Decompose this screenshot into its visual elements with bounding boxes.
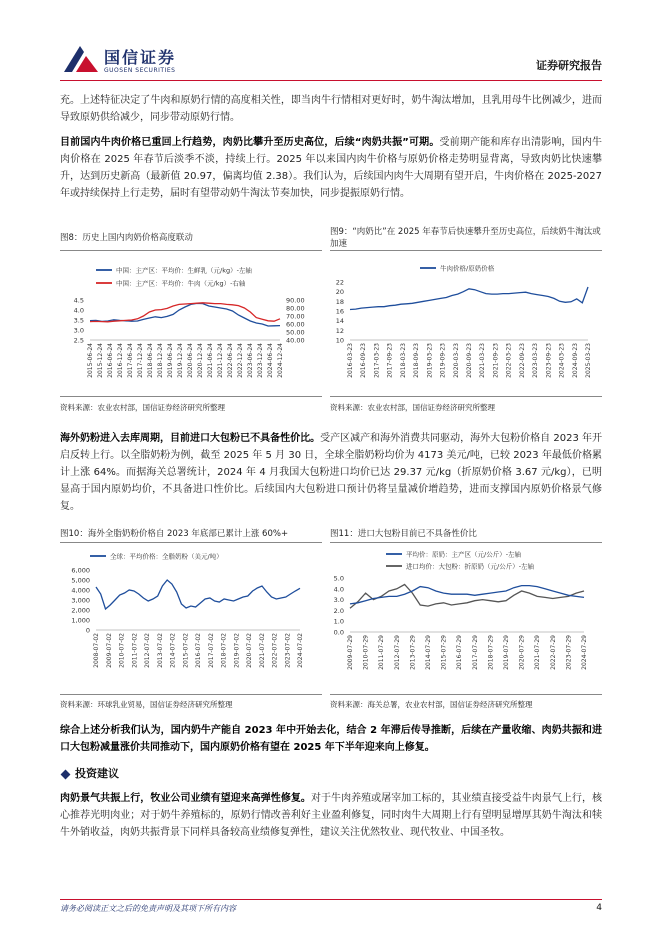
x-tick: 2019-07-29 — [503, 635, 510, 670]
x-tick: 2023-03-23 — [532, 343, 540, 378]
x-tick: 2023-07-02 — [284, 633, 292, 668]
chart-fig11-canvas — [330, 546, 602, 692]
report-type: 证券研究报告 — [536, 59, 602, 72]
paragraph-lead: 海外奶粉进入去库周期，目前进口大包粉已不具备性价比。 — [60, 433, 321, 444]
x-tick: 2018-07-02 — [220, 633, 228, 668]
legend-label: 平均价：原奶：主产区（元/公斤）-左轴 — [406, 550, 522, 559]
y-tick: 22 — [335, 278, 344, 287]
x-tick: 2016-09-23 — [360, 343, 368, 378]
paragraph — [60, 134, 602, 202]
x-tick: 2019-12-24 — [177, 343, 184, 378]
x-tick: 2024-12-24 — [277, 343, 284, 378]
page-number: 4 — [596, 903, 602, 913]
chart-fig9-canvas — [330, 256, 602, 394]
y-tick: 18 — [335, 297, 344, 306]
y-tick: 0 — [85, 626, 90, 635]
y-tick-right: 50.00 — [286, 328, 305, 337]
x-tick: 2018-07-29 — [487, 635, 495, 670]
footer-disclaimer: 请务必阅读正文之后的免责声明及其项下所有内容 — [60, 904, 236, 913]
y-tick-left: 4.5 — [73, 296, 84, 305]
brand-logo-icon — [62, 42, 100, 76]
paragraph — [60, 722, 602, 756]
x-tick: 2018-09-23 — [413, 343, 421, 378]
y-tick: 10 — [335, 336, 344, 345]
x-tick: 2021-09-23 — [492, 343, 500, 378]
x-tick: 2022-06-24 — [227, 343, 234, 378]
legend-label: 牛肉价格/原奶价格 — [440, 264, 495, 273]
diamond-bullet-icon — [61, 769, 71, 779]
y-tick: 1,000 — [71, 616, 90, 625]
x-tick: 2024-07-02 — [297, 633, 304, 668]
section-heading-text: 投资建议 — [75, 767, 119, 780]
x-tick: 2017-07-29 — [471, 635, 479, 670]
paragraph-lead: 综合上述分析我们认为，国内奶牛产能自 2023 年中开始去化，结合 2 年滞后传导推断，后续在产量收缩、肉奶共振和进口大包粉减量涨价共同推动下，国内原奶价格有望在 2025 年下半年迎来向上修复。 — [60, 725, 602, 753]
series-line-rawmilk — [350, 586, 584, 604]
x-tick: 2016-12-24 — [117, 343, 124, 378]
x-tick: 2021-07-02 — [258, 633, 266, 668]
legend-label: 全球：平均价格：全脂奶粉（美元/吨） — [110, 552, 223, 561]
figure-title: 图10：海外全脂奶粉价格自 2023 年底部已累计上涨 60%+ — [60, 529, 289, 539]
y-tick: 20 — [335, 288, 344, 297]
x-tick: 2021-03-23 — [479, 343, 487, 378]
chart-fig9 — [330, 256, 602, 394]
figure-rule — [330, 694, 602, 695]
x-tick: 2020-03-23 — [452, 343, 460, 378]
brand-name-cn: 国信证券 — [104, 48, 177, 67]
y-tick: 12 — [335, 326, 344, 335]
figure-source: 资料来源：海关总署，农业农村部，国信证券经济研究所整理 — [330, 700, 533, 709]
y-tick: 2.0 — [333, 606, 344, 615]
x-tick: 2009-07-29 — [347, 635, 354, 670]
chart-fig8-canvas — [60, 256, 322, 394]
x-tick: 2019-09-23 — [439, 343, 447, 378]
x-tick: 2015-06-24 — [87, 343, 94, 378]
figure-rule — [60, 542, 322, 543]
y-tick-left: 3.5 — [73, 316, 84, 325]
series-line-wmp — [96, 580, 300, 609]
x-tick: 2023-09-23 — [545, 343, 553, 378]
figure-rule — [330, 542, 602, 543]
x-tick: 2014-07-29 — [425, 635, 432, 670]
y-tick: 6,000 — [71, 566, 90, 575]
y-tick: 2,000 — [71, 606, 90, 615]
x-tick: 2023-12-24 — [257, 343, 264, 378]
figure-source: 资料来源：农业农村部，国信证券经济研究所整理 — [330, 403, 495, 412]
x-tick: 2017-12-24 — [137, 343, 144, 378]
paragraph-text: 对于牛肉养殖或屠宰加工标的，其业绩直接受益牛肉景气上行，核心推荐光明肉业；对于奶牛养殖标的，原奶行情改善利好主业盈利修复，同时肉牛大周期上行有望明显增厚其奶牛淘汰和犊牛外销收益，肉奶共振背景下同样具备较高业绩修复弹性，建议关注优然牧业、现代牧业、中国圣牧。 — [60, 793, 603, 838]
x-tick: 2024-09-23 — [571, 343, 579, 378]
x-tick: 2020-07-29 — [518, 635, 526, 670]
x-tick: 2021-06-24 — [207, 343, 214, 378]
chart-fig8 — [60, 256, 322, 394]
x-tick: 2015-07-02 — [182, 633, 190, 668]
x-tick: 2020-07-02 — [246, 633, 253, 668]
x-tick: 2017-06-24 — [127, 343, 134, 378]
y-tick-right: 80.00 — [286, 304, 305, 313]
figure-source: 资料来源：环球乳业贸易，国信证券经济研究所整理 — [60, 700, 233, 709]
paragraph — [60, 790, 602, 841]
series-line-ratio — [350, 287, 588, 310]
series-line-milk — [90, 303, 280, 326]
y-tick: 4,000 — [71, 586, 90, 595]
x-tick: 2023-07-29 — [565, 635, 573, 670]
x-tick: 2011-07-02 — [131, 633, 139, 668]
paragraph — [60, 430, 602, 515]
series-line-beef — [90, 303, 280, 322]
x-tick: 2016-07-02 — [195, 633, 202, 668]
paragraph-lead: 目前国内牛肉价格已重回上行趋势，肉奶比攀升至历史高位，后续“肉奶共振”可期。 — [60, 137, 440, 148]
x-tick: 2016-07-29 — [456, 635, 464, 670]
paragraph-text: 受前期产能和库存出清影响，国内牛肉价格在 2025 年春节后淡季不淡，持续上行。2025 年以来国内肉牛价格与原奶价格走势明显背离，导致肉奶比快速攀升，达到历史新高（最新值 20.97，偏离均值 2.38）。我们认为，后续国内肉牛大周期有望开启，牛肉价格在 2025-2027 年或持续保持上行走势，届时有望带动奶牛淘汰节奏加快，同步提振原奶行情。 — [60, 137, 603, 199]
x-tick: 2014-07-02 — [169, 633, 177, 668]
brand-name-en: GUOSEN SECURITIES — [104, 67, 176, 74]
x-tick: 2024-07-29 — [581, 635, 588, 670]
x-tick: 2017-07-02 — [207, 633, 215, 668]
legend-label: 中国：主产区：平均价：牛肉（元/kg）-右轴 — [116, 279, 246, 288]
y-tick: 1.0 — [333, 617, 344, 626]
figure-title: 图8：历史上国内肉奶价格高度联动 — [60, 233, 193, 243]
x-tick: 2022-12-24 — [237, 343, 244, 378]
x-tick: 2017-09-23 — [386, 343, 394, 378]
y-tick: 5.0 — [333, 574, 344, 583]
y-tick: 0.0 — [333, 628, 344, 637]
x-tick: 2013-07-29 — [409, 635, 417, 670]
figure-rule — [60, 250, 322, 251]
header-divider — [60, 80, 602, 81]
figure-rule — [330, 396, 602, 397]
chart-fig10 — [60, 546, 322, 692]
x-tick: 2008-07-02 — [93, 633, 100, 668]
x-tick: 2012-07-29 — [393, 635, 401, 670]
x-tick: 2021-12-24 — [217, 343, 224, 378]
y-tick: 14 — [335, 317, 344, 326]
footer-divider — [60, 899, 602, 900]
y-tick-right: 70.00 — [286, 312, 305, 321]
x-tick: 2015-07-29 — [440, 635, 448, 670]
paragraph-lead: 肉奶景气共振上行，牧业公司业绩有望迎来高弹性修复。 — [60, 793, 311, 804]
figure-rule — [330, 250, 602, 251]
paragraph-text: 受产区减产和海外消费共同驱动，海外大包粉价格自 2023 年开启反转上行。以全脂奶粉为例，截至 2025 年 5 月 30 日，全球全脂奶粉均价为 4173 美元/吨，已较 2023 年最低价格累计上涨 64%。而据海关总署统计，2024 年 4 月我国大包粉进口均价已达 29.37 元/kg（折原奶价格 3.67 元/kg），已明显高于国内原奶均价，不具备进口性价比。后续国内大包粉进口预计仍将呈量减价增趋势，进而支撑国内原奶价格景气修复。 — [60, 433, 602, 512]
x-tick: 2020-06-24 — [187, 343, 194, 378]
x-tick: 2025-03-23 — [585, 343, 592, 378]
x-tick: 2024-03-23 — [558, 343, 566, 378]
x-tick: 2022-09-23 — [518, 343, 526, 378]
y-tick: 5,000 — [71, 576, 90, 585]
x-tick: 2022-03-23 — [505, 343, 513, 378]
y-tick: 3,000 — [71, 596, 90, 605]
x-tick: 2013-07-02 — [156, 633, 164, 668]
x-tick: 2018-03-23 — [399, 343, 407, 378]
x-tick: 2024-06-24 — [267, 343, 274, 378]
y-tick-right: 40.00 — [286, 336, 305, 345]
y-tick: 16 — [335, 307, 344, 316]
y-tick-left: 2.5 — [73, 336, 84, 345]
x-tick: 2020-12-24 — [197, 343, 204, 378]
paragraph — [60, 92, 602, 126]
chart-fig10-canvas — [60, 546, 322, 692]
y-tick-left: 4.0 — [73, 306, 84, 315]
y-tick: 4.0 — [333, 585, 344, 594]
x-tick: 2022-07-29 — [549, 635, 557, 670]
y-tick-right: 60.00 — [286, 320, 305, 329]
x-tick: 2011-07-29 — [378, 635, 386, 670]
y-tick: 3.0 — [333, 596, 344, 605]
x-tick: 2023-06-24 — [247, 343, 254, 378]
x-tick: 2016-03-23 — [347, 343, 354, 378]
x-tick: 2009-07-02 — [105, 633, 113, 668]
chart-fig11 — [330, 546, 602, 692]
x-tick: 2017-03-23 — [373, 343, 381, 378]
paragraph-text: 充。上述特征决定了牛肉和原奶行情的高度相关性，即当肉牛行情相对更好时，奶牛淘汰增加，且乳用母牛比例减少，进而导致原奶供给减少，同步带动原奶行情。 — [60, 95, 602, 123]
legend-label: 进口均价：大包粉：折原奶（元/公斤）-左轴 — [406, 562, 535, 571]
figure-title: 图9：“肉奶比”在 2025 年春节后快速攀升至历史高位，后续奶牛淘汰或加速 — [330, 227, 601, 249]
section-heading — [60, 765, 119, 781]
x-tick: 2018-06-24 — [147, 343, 154, 378]
x-tick: 2010-07-29 — [362, 635, 370, 670]
x-tick: 2021-07-29 — [534, 635, 542, 670]
figure-title: 图11：进口大包粉目前已不具备性价比 — [330, 529, 477, 539]
legend-label: 中国：主产区：平均价：生鲜乳（元/kg）-左轴 — [116, 266, 252, 275]
figure-rule — [60, 694, 322, 695]
y-tick-left: 3.0 — [73, 326, 84, 335]
x-tick: 2019-06-24 — [167, 343, 174, 378]
figure-rule — [60, 396, 322, 397]
x-tick: 2020-09-23 — [466, 343, 473, 378]
y-tick-right: 90.00 — [286, 296, 305, 305]
x-tick: 2018-12-24 — [157, 343, 164, 378]
x-tick: 2019-03-23 — [426, 343, 434, 378]
x-tick: 2022-07-02 — [271, 633, 279, 668]
x-tick: 2010-07-02 — [118, 633, 126, 668]
x-tick: 2016-06-24 — [107, 343, 114, 378]
x-tick: 2015-12-24 — [97, 343, 104, 378]
x-tick: 2012-07-02 — [144, 633, 151, 668]
figure-source: 资料来源：农业农村部，国信证券经济研究所整理 — [60, 403, 225, 412]
x-tick: 2019-07-02 — [233, 633, 241, 668]
